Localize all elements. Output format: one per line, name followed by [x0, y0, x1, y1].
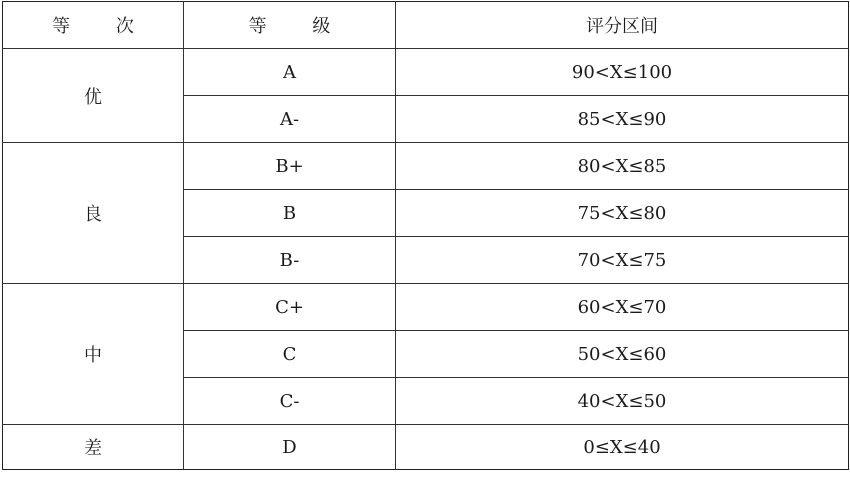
range-cell: 80<X≤85 — [396, 143, 849, 190]
grade-cell: C — [184, 331, 396, 378]
range-cell: 60<X≤70 — [396, 284, 849, 331]
range-cell: 50<X≤60 — [396, 331, 849, 378]
range-cell: 40<X≤50 — [396, 378, 849, 425]
range-cell: 75<X≤80 — [396, 190, 849, 237]
table-row — [3, 143, 849, 190]
grade-cell: B- — [184, 237, 396, 284]
range-cell: 0≤X≤40 — [396, 425, 849, 470]
tier-cell-medium: 中 — [3, 284, 184, 425]
header-grade-label: 等 级 — [248, 16, 351, 37]
table-row — [3, 49, 849, 96]
grade-cell: A — [184, 49, 396, 96]
grade-cell: A- — [184, 96, 396, 143]
header-row — [3, 2, 849, 49]
header-tier-label: 等 次 — [52, 16, 154, 37]
range-cell: 70<X≤75 — [396, 237, 849, 284]
grade-table — [2, 1, 849, 470]
tier-cell-excellent: 优 — [3, 49, 184, 143]
grade-cell: B+ — [184, 143, 396, 190]
table-row — [3, 425, 849, 470]
tier-cell-poor: 差 — [3, 425, 184, 470]
grade-cell: C+ — [184, 284, 396, 331]
range-cell: 85<X≤90 — [396, 96, 849, 143]
range-cell: 90<X≤100 — [396, 49, 849, 96]
header-tier — [3, 2, 184, 49]
header-range: 评分区间 — [396, 2, 849, 49]
grade-cell: C- — [184, 378, 396, 425]
grade-cell: B — [184, 190, 396, 237]
table-row — [3, 284, 849, 331]
grade-cell: D — [184, 425, 396, 470]
header-grade — [184, 2, 396, 49]
tier-cell-good: 良 — [3, 143, 184, 284]
